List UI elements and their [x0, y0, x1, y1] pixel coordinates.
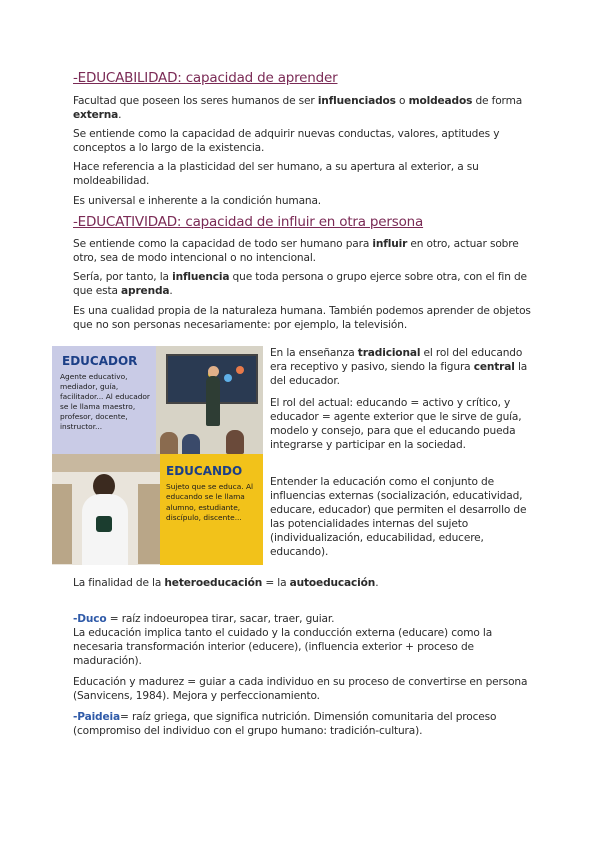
library-shelf: [52, 454, 160, 472]
board-dot: [224, 374, 232, 382]
educando-title: EDUCANDO: [166, 464, 243, 478]
shirt-logo: [96, 516, 112, 532]
paragraph-duco: -Duco = raíz indoeuropea tirar, sacar, traer, guiar. La educación implica tanto el cuidado y la conducción externa (educare) como la necesaria transformación interior (educere), (influencia exterior + proceso de maduración).: [73, 613, 493, 667]
paragraph-finalidad: La finalidad de la heteroeducación = la autoeducación.: [73, 577, 379, 589]
educador-description: Agente educativo, mediador, guía, facilitador... Al educador se le llama maestro, profesor, docente, instructor...: [60, 372, 150, 431]
student-figure: [160, 432, 178, 456]
paragraph-educatividad-1: Se entiende como la capacidad de todo ser humano para influir en otro, actuar sobre otro, sea de modo intencional o no intencional.: [73, 238, 519, 264]
paragraph-rol-actual: El rol del actual: educando = activo y crítico, y educador = agente exterior que le sirve de guía, modelo y consejo, para que el educando pueda integrarse y participar en la sociedad.: [270, 397, 522, 451]
student-figure: [226, 430, 244, 454]
term-duco: -Duco: [73, 613, 107, 625]
educando-panel: [160, 454, 263, 565]
library-shelf: [138, 484, 160, 564]
paragraph-educatividad-3: Es una cualidad propia de la naturaleza humana. También podemos aprender de objetos que no son personas necesariamente: por ejemplo, la televisión.: [73, 305, 531, 331]
paragraph-educabilidad-4: Es universal e inherente a la condición humana.: [73, 195, 322, 207]
paragraph-educabilidad-3: Hace referencia a la plasticidad del ser humano, a su apertura al exterior, a su moldeabilidad.: [73, 161, 479, 187]
paragraph-paideia: -Paideia= raíz griega, que significa nutrición. Dimensión comunitaria del proceso (compromiso del individuo con el grupo humano: tradición-cultura).: [73, 711, 497, 737]
student-photo: [52, 454, 160, 565]
paragraph-educabilidad-2: Se entiende como la capacidad de adquirir nuevas conductas, valores, aptitudes y conceptos a lo largo de la existencia.: [73, 128, 500, 154]
heading-educabilidad: -EDUCABILIDAD: capacidad de aprender: [73, 70, 338, 86]
paragraph-educatividad-2: Sería, por tanto, la influencia que toda persona o grupo ejerce sobre otra, con el fin de que esta aprenda.: [73, 271, 527, 297]
paragraph-educabilidad-1: Facultad que poseen los seres humanos de ser influenciados o moldeados de forma externa.: [73, 95, 523, 121]
classroom-photo: [156, 346, 263, 454]
heading-educatividad: -EDUCATIVIDAD: capacidad de influir en otra persona: [73, 214, 424, 230]
paragraph-influencias: Entender la educación como el conjunto de influencias externas (socialización, educatividad, educare, educador) que permiten el desarrollo de las potencialidades internas del sujeto (individualización, educabilidad, educere, educando).: [270, 476, 527, 558]
educador-panel: [52, 346, 156, 454]
educador-educando-image: [52, 346, 263, 565]
paragraph-madurez: Educación y madurez = guiar a cada individuo en su proceso de convertirse en persona (Sanvicens, 1984). Mejora y perfeccionamiento.: [73, 676, 528, 702]
educador-title: EDUCADOR: [62, 354, 138, 368]
paragraph-rol-tradicional: En la enseñanza tradicional el rol del educando era receptivo y pasivo, siendo la figura central la del educador.: [270, 347, 528, 387]
board-dot: [236, 366, 244, 374]
library-shelf: [52, 484, 72, 564]
educando-description: Sujeto que se educa. Al educando se le llama alumno, estudiante, discípulo, discente...: [166, 482, 254, 523]
term-paideia: -Paideia: [73, 711, 121, 723]
teacher-figure: [206, 376, 220, 426]
